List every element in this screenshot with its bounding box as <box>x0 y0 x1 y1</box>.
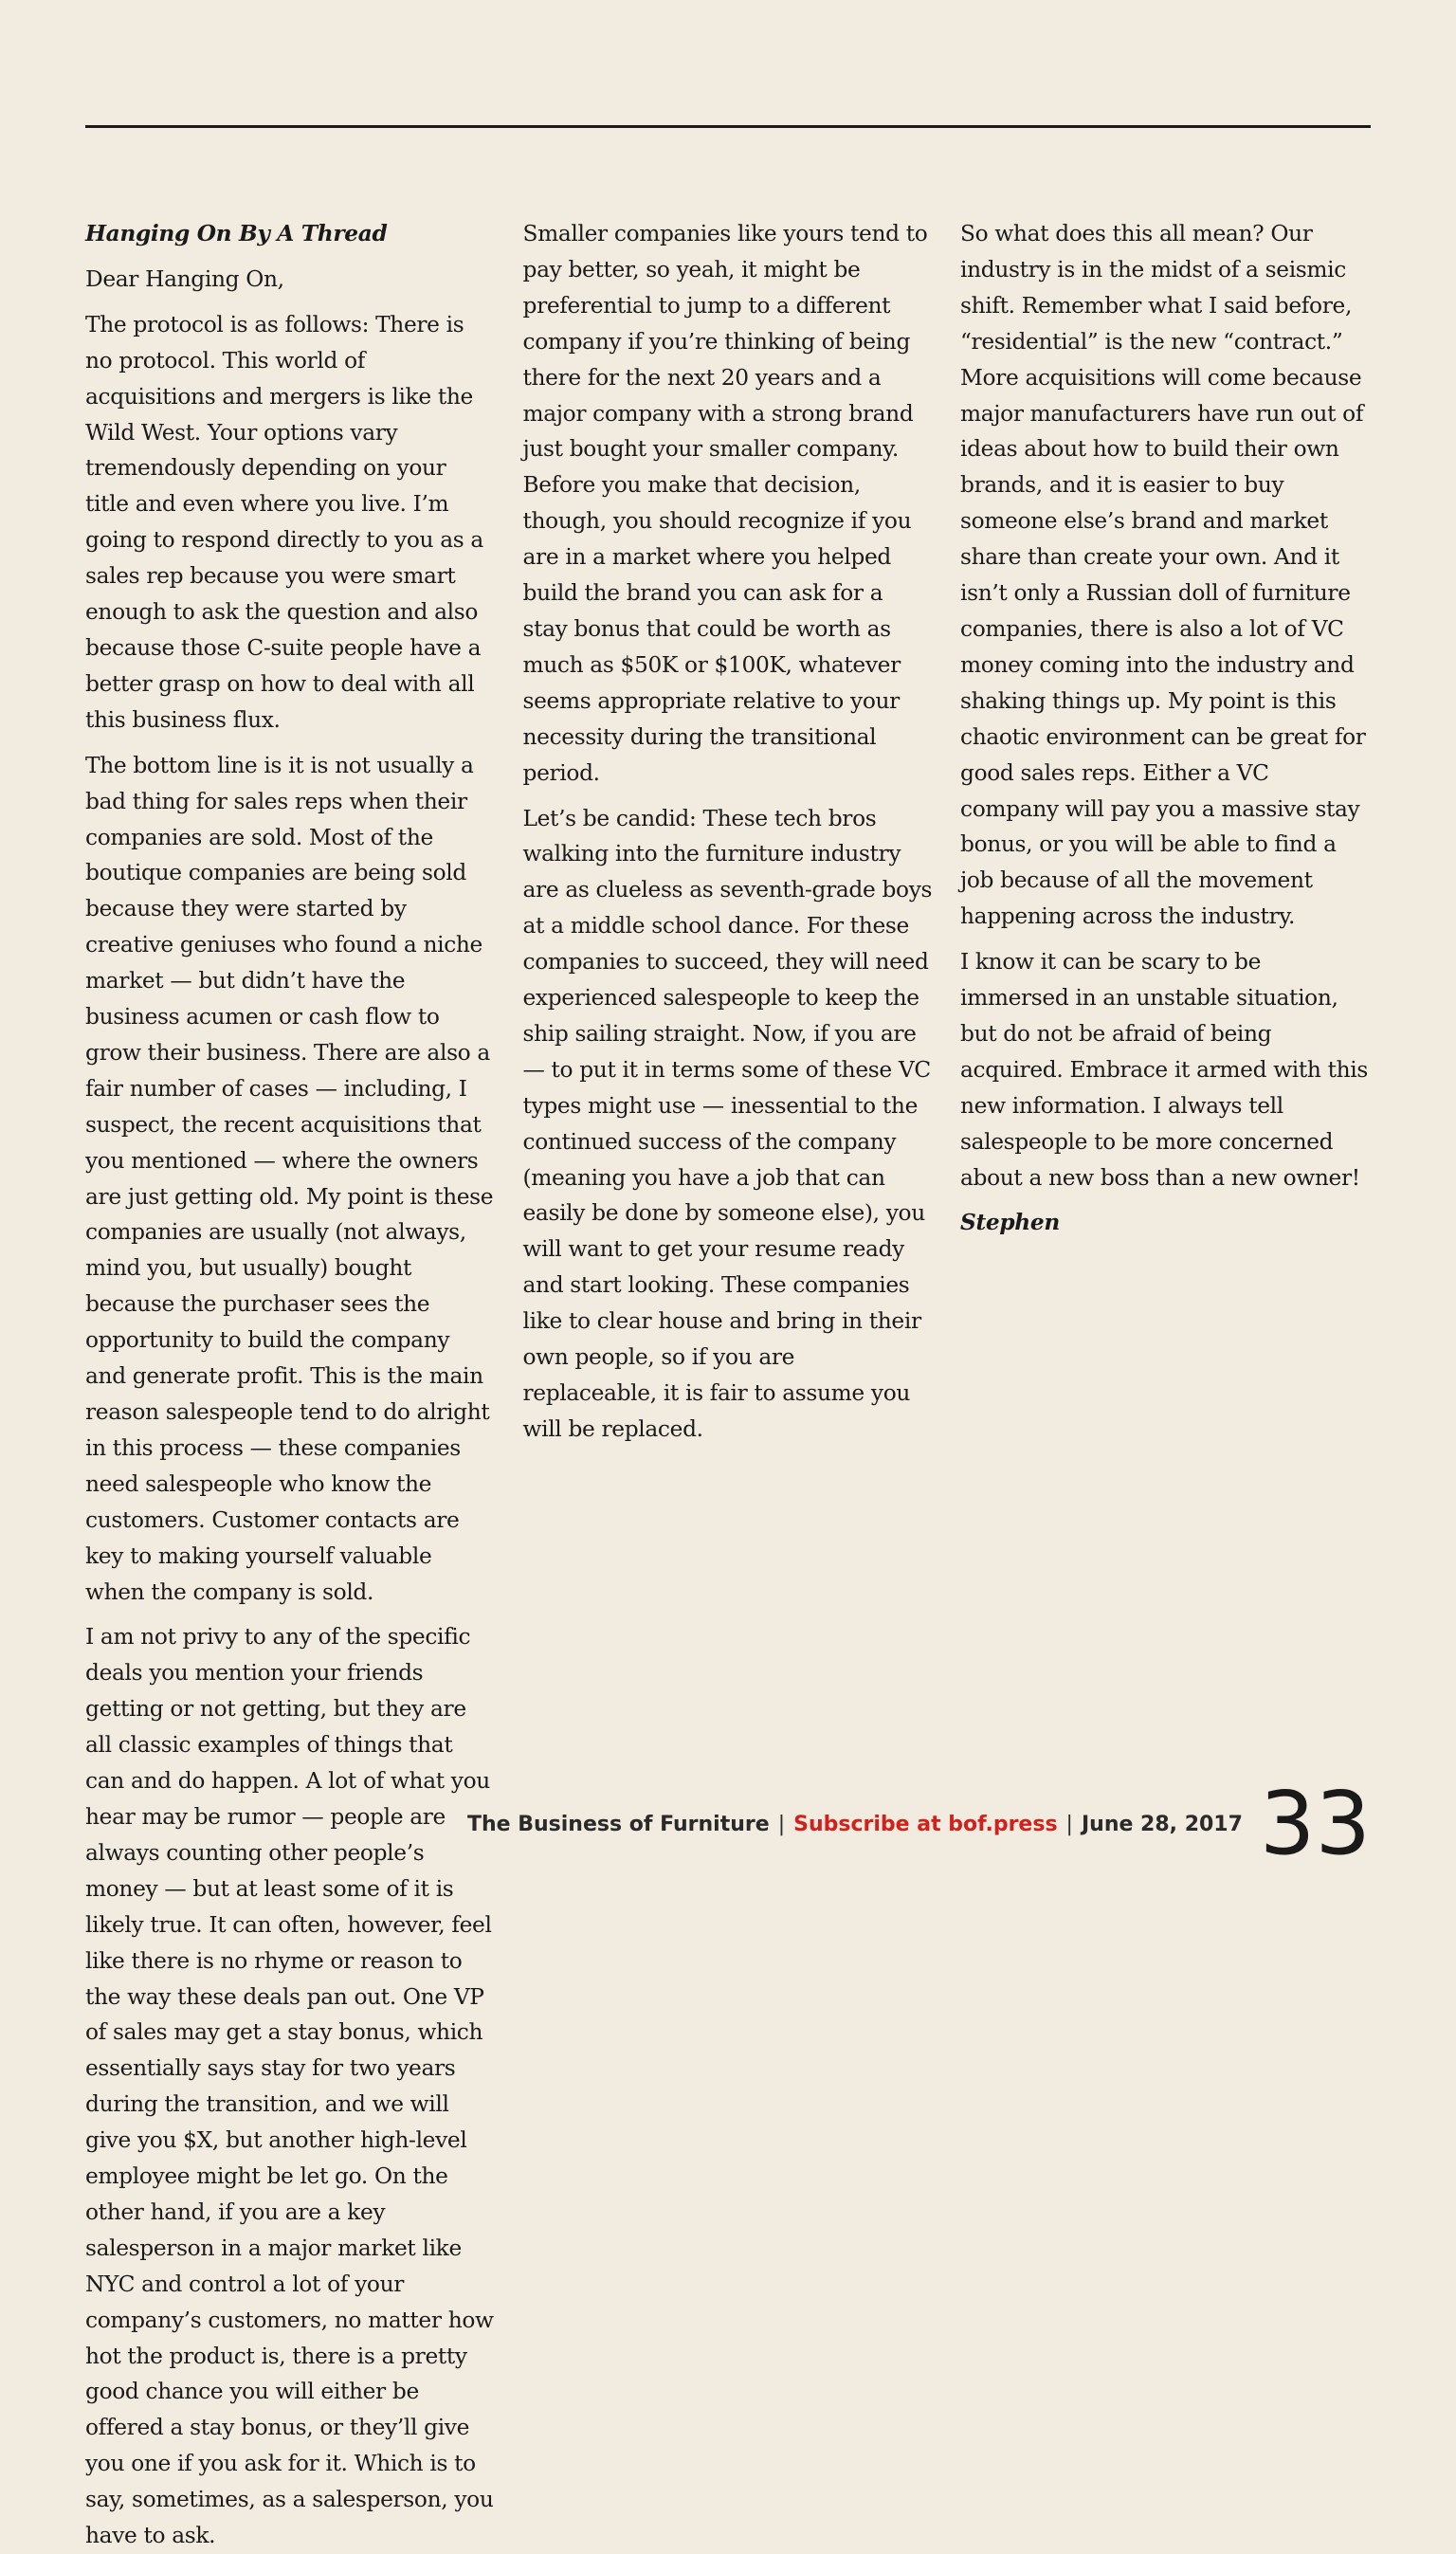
publication-name: The Business of Furniture <box>466 1812 770 1836</box>
salutation: Dear Hanging On, <box>85 265 284 292</box>
paragraph-2: The bottom line is it is not usually a bad thing for sales reps when their companies are sold. Most of the boutique companies are being sold because they were started by creative geniuses who found a niche market — but didn’t have the business acumen or cash flow to grow their business. There are also a fair number of cases — including, I suspect, the recent acquisitions that you mentioned — where the owners are just getting old. My point is these companies are usually (not always, mind you, but usually) bought because the purchaser sees the opportunity to build the company and generate profit. This is the main reason salespeople tend to do alright in this process — these companies need salespeople who know the customers. Customer contacts are key to making yourself valuable when the company is sold. <box>85 752 494 1605</box>
page-number: 33 <box>1259 1773 1371 1874</box>
column-2 <box>523 216 934 1771</box>
page-footer <box>466 1773 1371 1874</box>
column-1 <box>85 216 496 2549</box>
paragraph-5: Let’s be candid: These tech bros walking into the furniture industry are as clueless as seventh-grade boys at a middle school dance. For these companies to succeed, they will need experienced salespeople to keep the ship sailing straight. Now, if you are — to put it in terms some of these VC types might use — inessential to the continued success of the company (meaning you have a job that can easily be done by someone else), you will want to get your resume ready and start looking. These companies like to clear house and bring in their own people, so if you are replaceable, it is fair to assume you will be replaced. <box>522 805 933 1442</box>
issue-date: June 28, 2017 <box>1081 1812 1243 1836</box>
paragraph-1: The protocol is as follows: There is no protocol. This world of acquisitions and mergers is like the Wild West. Your options vary tremendously depending on your title and even where you live. I’m going to respond directly to you as a sales rep because you were smart enough to ask the question and also because those C-suite people have a better grasp on how to deal with all this business flux. <box>85 311 483 733</box>
subscribe-link[interactable]: Subscribe at bof.press <box>793 1812 1058 1836</box>
paragraph-3: I am not privy to any of the specific deals you mention your friends getting or not getting, but they are all classic examples of things that can and do happen. A lot of what you hear may be rumor — people are always counting other people’s money — but at least some of it is likely true. It can often, however, feel like there is no rhyme or reason to the way these deals pan out. One VP of sales may get a stay bonus, which essentially says stay for two years during the transition, and we will give you $X, but another high-level employee might be let go. On the other hand, if you are a key salesperson in a major market like NYC and control a lot of your company’s customers, no matter how hot the product is, there is a pretty good chance you will either be offered a stay bonus, or they’ll give you one if you ask for it. Which is to say, sometimes, as a salesperson, you have to ask. <box>85 1624 494 2549</box>
column-3 <box>960 216 1371 1771</box>
paragraph-7: I know it can be scary to be immersed in an unstable situation, but do not be afraid of being acquired. Embrace it armed with this new information. I always tell salespeople to be more concerned about a new boss than a new owner! <box>960 949 1369 1191</box>
article-heading: Hanging On By A Thread <box>85 221 388 246</box>
header-rule <box>85 125 1371 128</box>
paragraph-6: So what does this all mean? Our industry is in the midst of a seismic shift. Remember what I said before, “residential” is the new “contract.” More acquisitions will come because major manufacturers have run out of ideas about how to build their own brands, and it is easier to buy someone else’s brand and market share than create your own. And it isn’t only a Russian doll of furniture companies, there is also a lot of VC money coming into the industry and shaking things up. My point is this chaotic environment can be great for good sales reps. Either a VC company will pay you a massive stay bonus, or you will be able to find a job because of all the movement happening across the industry. <box>960 221 1366 930</box>
footer-separator: | <box>1065 1812 1073 1836</box>
footer-text <box>467 1813 1243 1836</box>
paragraph-4: Smaller companies like yours tend to pay better, so yeah, it might be preferential to jump to a different company if you’re thinking of being there for the next 20 years and a major company with a strong brand just bought your smaller company. Before you make that decision, though, you should recognize if you are in a market where you helped build the brand you can ask for a stay bonus that could be worth as much as $50K or $100K, whatever seems appropriate relative to your necessity during the transitional period. <box>522 221 928 786</box>
signature: Stephen <box>960 1210 1060 1236</box>
footer-separator: | <box>777 1812 786 1836</box>
